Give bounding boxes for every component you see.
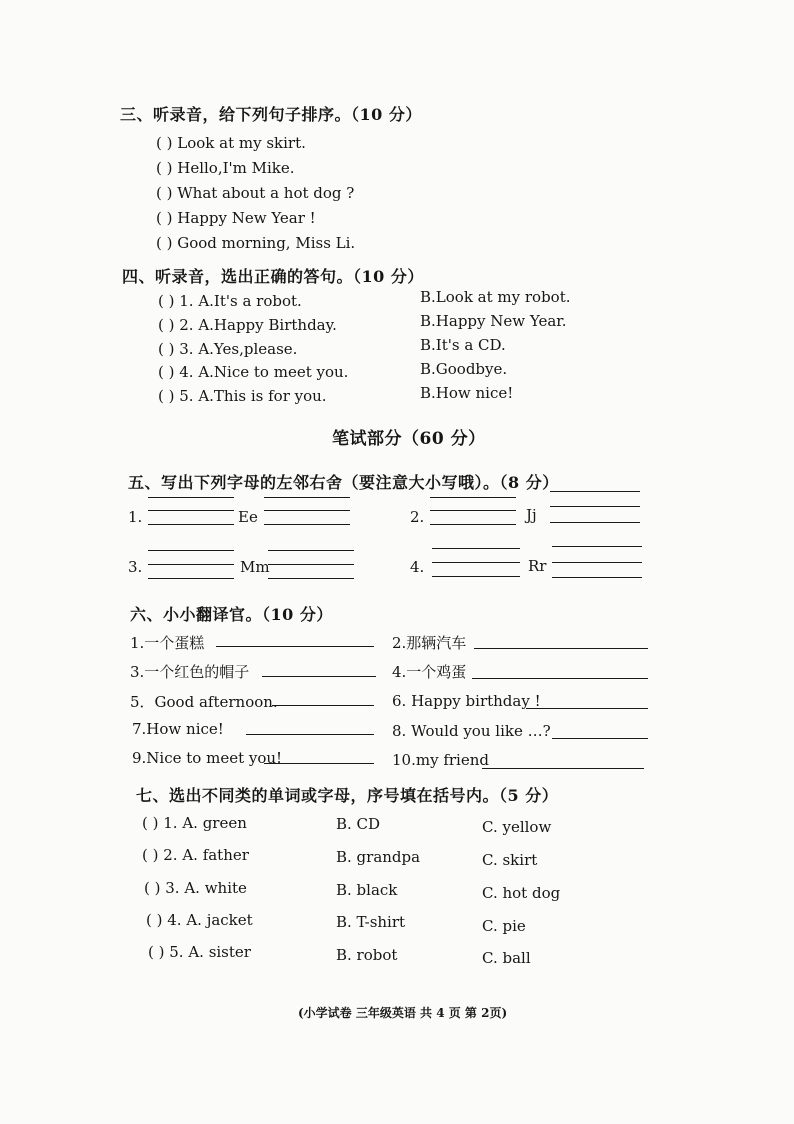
answer-line[interactable] bbox=[216, 646, 374, 647]
section6-item-3: 3.一个红色的帽子 bbox=[130, 663, 250, 681]
section7-item-1-a: ( ) 1. A. green bbox=[142, 814, 247, 832]
answer-line[interactable] bbox=[268, 578, 354, 579]
section7-item-5-c: C. ball bbox=[482, 949, 531, 967]
answer-line[interactable] bbox=[148, 510, 234, 511]
section4-title: 四、听录音，选出正确的答句。（10 分） bbox=[122, 267, 424, 286]
section5-item-1-number: 1. bbox=[128, 508, 143, 526]
section6-item-10: 10.my friend bbox=[392, 751, 489, 769]
section4-item-5-b: B.How nice! bbox=[420, 384, 514, 402]
section4-item-3-b: B.It's a CD. bbox=[420, 336, 506, 354]
answer-line[interactable] bbox=[264, 497, 350, 498]
section6-item-1: 1.一个蛋糕 bbox=[130, 634, 205, 652]
section6-item-9: 9.Nice to meet you! bbox=[132, 749, 283, 767]
answer-line[interactable] bbox=[148, 564, 234, 565]
section5-item-1-letter: Ee bbox=[238, 508, 258, 526]
written-part-title: 笔试部分（60 分） bbox=[332, 429, 486, 449]
answer-line[interactable] bbox=[430, 510, 516, 511]
answer-line[interactable] bbox=[148, 578, 234, 579]
section7-item-4-b: B. T-shirt bbox=[336, 913, 406, 931]
section5-item-2-number: 2. bbox=[410, 508, 425, 526]
section5-item-4-letter: Rr bbox=[528, 557, 547, 575]
section6-item-8: 8. Would you like …? bbox=[392, 722, 551, 740]
section3-item-5: ( ) Good morning, Miss Li. bbox=[156, 234, 356, 252]
section7-item-5-a: ( ) 5. A. sister bbox=[148, 943, 251, 961]
page-footer: (小学试卷 三年级英语 共 4 页 第 2页) bbox=[298, 1006, 508, 1020]
answer-line[interactable] bbox=[482, 768, 644, 769]
section4-item-2-a: ( ) 2. A.Happy Birthday. bbox=[158, 316, 337, 334]
answer-line[interactable] bbox=[432, 562, 520, 563]
answer-line[interactable] bbox=[430, 524, 516, 525]
section3-title: 三、听录音，给下列句子排序。（10 分） bbox=[120, 105, 422, 124]
section4-item-5-a: ( ) 5. A.This is for you. bbox=[158, 387, 327, 405]
section7-item-1-c: C. yellow bbox=[482, 818, 552, 836]
answer-line[interactable] bbox=[550, 491, 640, 492]
section6-item-4: 4.一个鸡蛋 bbox=[392, 663, 467, 681]
answer-line[interactable] bbox=[262, 676, 376, 677]
answer-line[interactable] bbox=[432, 576, 520, 577]
section6-title: 六、小小翻译官。（10 分） bbox=[130, 605, 333, 624]
section6-item-2: 2.那辆汽车 bbox=[392, 634, 467, 652]
answer-line[interactable] bbox=[552, 562, 642, 563]
section6-item-7: 7.How nice! bbox=[132, 720, 224, 738]
section4-item-2-b: B.Happy New Year. bbox=[420, 312, 567, 330]
section3-item-4: ( ) Happy New Year ! bbox=[156, 209, 316, 227]
answer-line[interactable] bbox=[552, 738, 648, 739]
section4-item-1-b: B.Look at my robot. bbox=[420, 288, 571, 306]
answer-line[interactable] bbox=[472, 678, 648, 679]
section5-item-4-number: 4. bbox=[410, 558, 425, 576]
section7-item-2-a: ( ) 2. A. father bbox=[142, 846, 249, 864]
answer-line[interactable] bbox=[550, 522, 640, 523]
answer-line[interactable] bbox=[552, 546, 642, 547]
answer-line[interactable] bbox=[246, 734, 374, 735]
section4-item-3-a: ( ) 3. A.Yes,please. bbox=[158, 340, 298, 358]
answer-line[interactable] bbox=[550, 506, 640, 507]
section3-item-2: ( ) Hello,I'm Mike. bbox=[156, 159, 295, 177]
section7-item-3-b: B. black bbox=[336, 881, 398, 899]
answer-line[interactable] bbox=[272, 705, 374, 706]
section4-item-4-a: ( ) 4. A.Nice to meet you. bbox=[158, 363, 349, 381]
section7-item-4-c: C. pie bbox=[482, 917, 526, 935]
section6-item-6: 6. Happy birthday ! bbox=[392, 692, 541, 710]
section7-title: 七、选出不同类的单词或字母，序号填在括号内。（5 分） bbox=[136, 786, 559, 805]
answer-line[interactable] bbox=[432, 548, 520, 549]
section5-item-3-letter: Mm bbox=[240, 558, 270, 576]
section3-item-1: ( ) Look at my skirt. bbox=[156, 134, 306, 152]
answer-line[interactable] bbox=[148, 550, 234, 551]
answer-line[interactable] bbox=[264, 524, 350, 525]
section5-title: 五、写出下列字母的左邻右舍（要注意大小写哦）。（8 分） bbox=[128, 473, 559, 492]
answer-line[interactable] bbox=[430, 497, 516, 498]
section7-item-3-a: ( ) 3. A. white bbox=[144, 879, 247, 897]
section5-item-2-letter: Jj bbox=[526, 506, 537, 524]
answer-line[interactable] bbox=[526, 708, 648, 709]
answer-line[interactable] bbox=[268, 550, 354, 551]
section4-item-1-a: ( ) 1. A.It's a robot. bbox=[158, 292, 302, 310]
answer-line[interactable] bbox=[148, 524, 234, 525]
section7-item-3-c: C. hot dog bbox=[482, 884, 561, 902]
answer-line[interactable] bbox=[552, 577, 642, 578]
section7-item-2-b: B. grandpa bbox=[336, 848, 421, 866]
section4-item-4-b: B.Goodbye. bbox=[420, 360, 508, 378]
section3-item-3: ( ) What about a hot dog ? bbox=[156, 184, 355, 202]
section5-item-3-number: 3. bbox=[128, 558, 143, 576]
section6-item-5: 5．Good afternoon. bbox=[130, 693, 278, 711]
section7-item-5-b: B. robot bbox=[336, 946, 398, 964]
answer-line[interactable] bbox=[148, 497, 234, 498]
answer-line[interactable] bbox=[268, 564, 354, 565]
answer-line[interactable] bbox=[264, 510, 350, 511]
section7-item-4-a: ( ) 4. A. jacket bbox=[146, 911, 253, 929]
answer-line[interactable] bbox=[474, 648, 648, 649]
answer-line[interactable] bbox=[264, 763, 374, 764]
section7-item-2-c: C. skirt bbox=[482, 851, 538, 869]
section7-item-1-b: B. CD bbox=[336, 815, 381, 833]
